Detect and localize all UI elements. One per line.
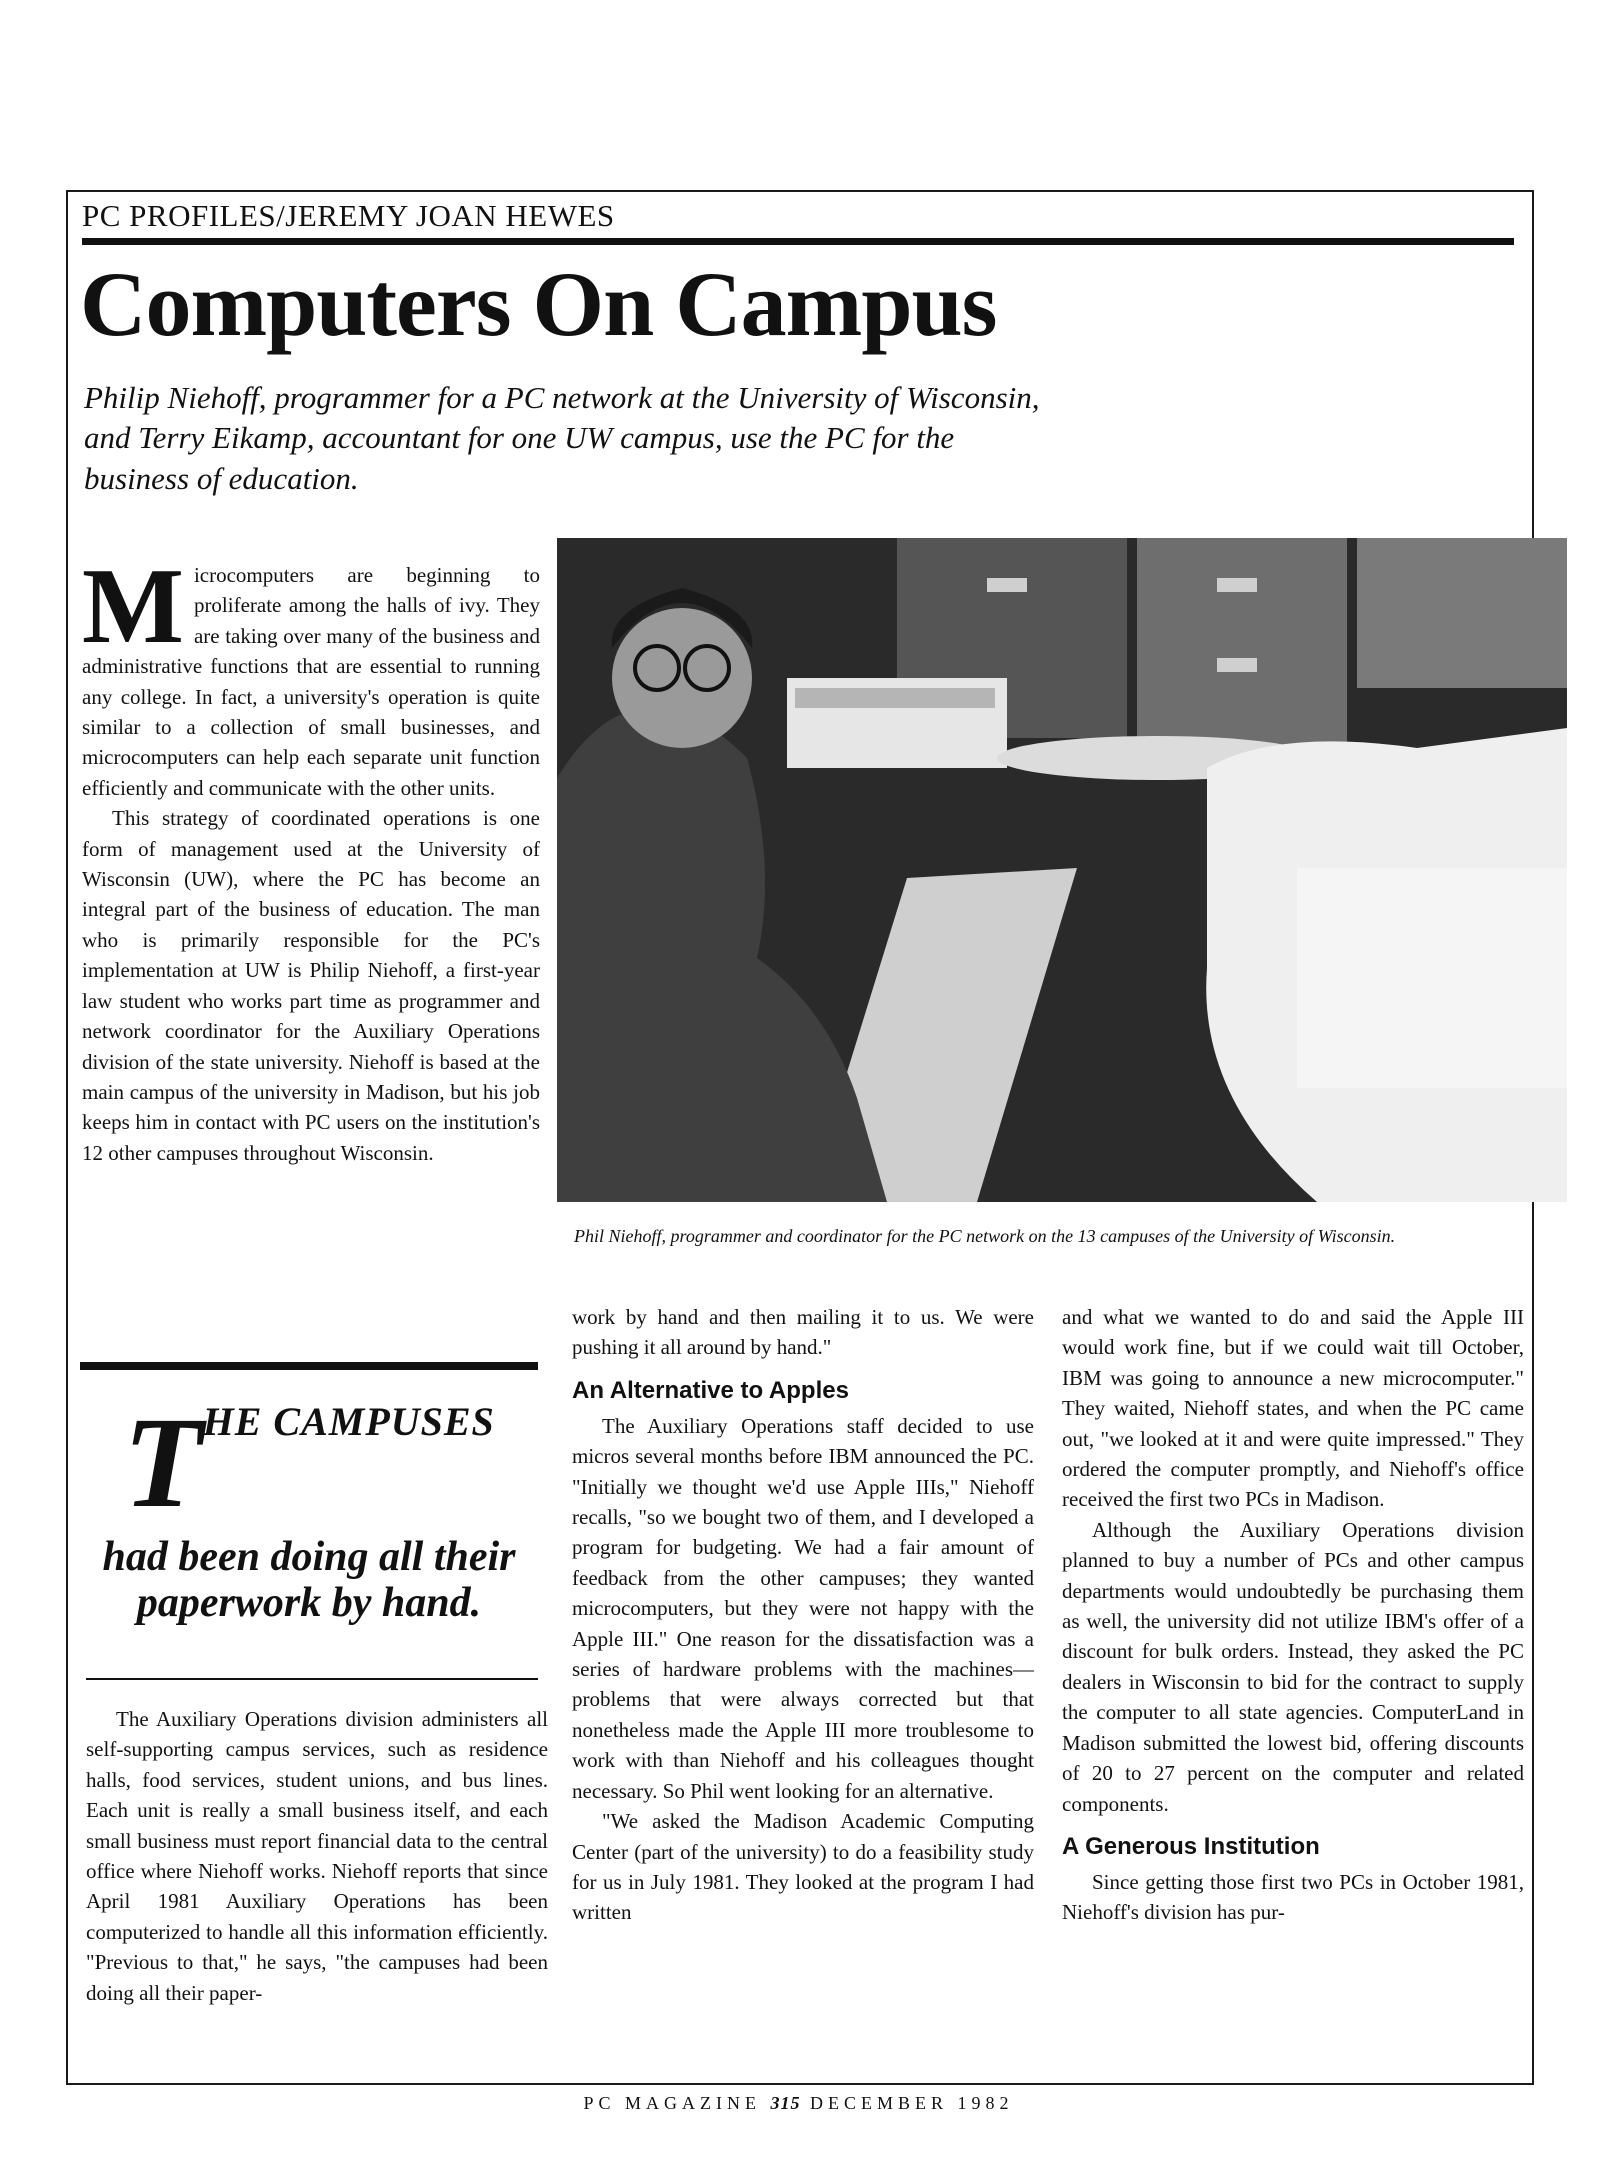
pull-quote	[80, 1391, 538, 1626]
page-number: 315	[770, 2093, 801, 2113]
paragraph: The Auxiliary Operations staff decided to use micros several months before IBM announced the PC. "Initially we thought we'd use Apple IIIs," Niehoff recalls, "so we bought two of them, and I developed a program for budgeting. We had a fair amount of feedback from the other campuses; they wanted microcomputers, but they were not happy with the Apple III." One reason for the dissatisfaction was a series of hardware problems with the machines—problems that were always corrected but that nonetheless made the Apple III more troublesome to work with than Niehoff and his colleagues thought necessary. So Phil went looking for an alternative.	[572, 1413, 1034, 1803]
drop-cap: M	[82, 547, 184, 666]
page-footer	[0, 2093, 1597, 2114]
paragraph: Although the Auxiliary Operations division planned to buy a number of PCs and other campus departments would undoubtedly be purchasing them as well, the university did not utilize IBM's offer of a discount for bulk orders. Instead, they asked the PC dealers in Wisconsin to bid for the contract to supply the computer to all state agencies. ComputerLand in Madison submitted the lowest bid, offering discounts of 20 to 27 percent on the computer and related components.	[1062, 1517, 1524, 1816]
paragraph: The Auxiliary Operations division administers all self-supporting campus services, such as residence halls, food services, student unions, and bus lines. Each unit is really a small business itself, and each small business must report financial data to the central office where Niehoff works. Niehoff reports that since April 1981 Auxiliary Operations has been computerized to handle all this information efficiently. "Previous to that," he says, "the campuses had been doing all their paper-	[86, 1707, 548, 2005]
column-3	[1062, 1302, 1524, 1928]
footer-date: DECEMBER 1982	[810, 2093, 1014, 2113]
paragraph: "We asked the Madison Academic Computing Center (part of the university) to do a feasibility study for us in July 1981. They looked at the program I had written	[572, 1809, 1034, 1925]
pullquote-line-1: HE CAMPUSES	[202, 1399, 495, 1444]
paragraph: This strategy of coordinated operations is one form of management used at the University of Wisconsin (UW), where the PC has become an integral part of the business of education. The man who is primarily responsible for the PC's implementation at UW is Philip Niehoff, a first-year law student who works part time as programmer and network coordinator for the Auxiliary Operations division of the state university. Niehoff is based at the main campus of the university in Madison, but his job keeps him in contact with PC users on the institution's 12 other campuses throughout Wisconsin.	[82, 806, 540, 1165]
intro-paragraph: Microcomputers are beginning to proliferate among the halls of ivy. They are taking over many of the business and administrative functions that are essential to running any college. In fact, a university's operation is quite similar to a collection of small businesses, and microcomputers can help each separate unit function efficiently and communicate with the other units.	[82, 547, 540, 800]
photo-niehoff-at-pc	[557, 538, 1567, 1202]
footer-magazine: PC MAGAZINE	[583, 2093, 761, 2113]
paragraph: Since getting those first two PCs in October 1981, Niehoff's division has pur-	[1062, 1869, 1524, 1925]
pullquote-rule-bottom	[86, 1678, 538, 1680]
paragraph: work by hand and then mailing it to us. We were pushing it all around by hand."	[572, 1305, 1034, 1360]
pullquote-rule-top	[80, 1362, 538, 1370]
pullquote-text: had been doing all their paperwork by hand.	[102, 1534, 516, 1626]
header-rule	[82, 238, 1514, 245]
department-label: PC PROFILES/JEREMY JOAN HEWES	[82, 198, 615, 233]
article-title: Computers On Campus	[80, 253, 997, 355]
subhead-alternative-apples: An Alternative to Apples	[572, 1376, 849, 1404]
subhead-generous-institution: A Generous Institution	[1062, 1832, 1320, 1860]
column-1-lower	[86, 1704, 548, 2008]
column-2	[572, 1302, 1034, 1928]
pullquote-cap: T	[123, 1391, 203, 1535]
article-deck: Philip Niehoff, programmer for a PC network at the University of Wisconsin, and Terry Eikamp, accountant for one UW campus, use the PC for the business of education.	[84, 380, 1040, 496]
photo-illustration	[557, 538, 1567, 1202]
photo-caption: Phil Niehoff, programmer and coordinator for the PC network on the 13 campuses of the University of Wisconsin.	[574, 1226, 1396, 1246]
column-1	[82, 547, 540, 1168]
paragraph: and what we wanted to do and said the Apple III would work fine, but if we could wait till October, IBM was going to announce a new microcomputer." They waited, Niehoff states, and when the PC came out, "we looked at it and were quite impressed." They ordered the computer promptly, and Niehoff's office received the first two PCs in Madison.	[1062, 1305, 1524, 1512]
